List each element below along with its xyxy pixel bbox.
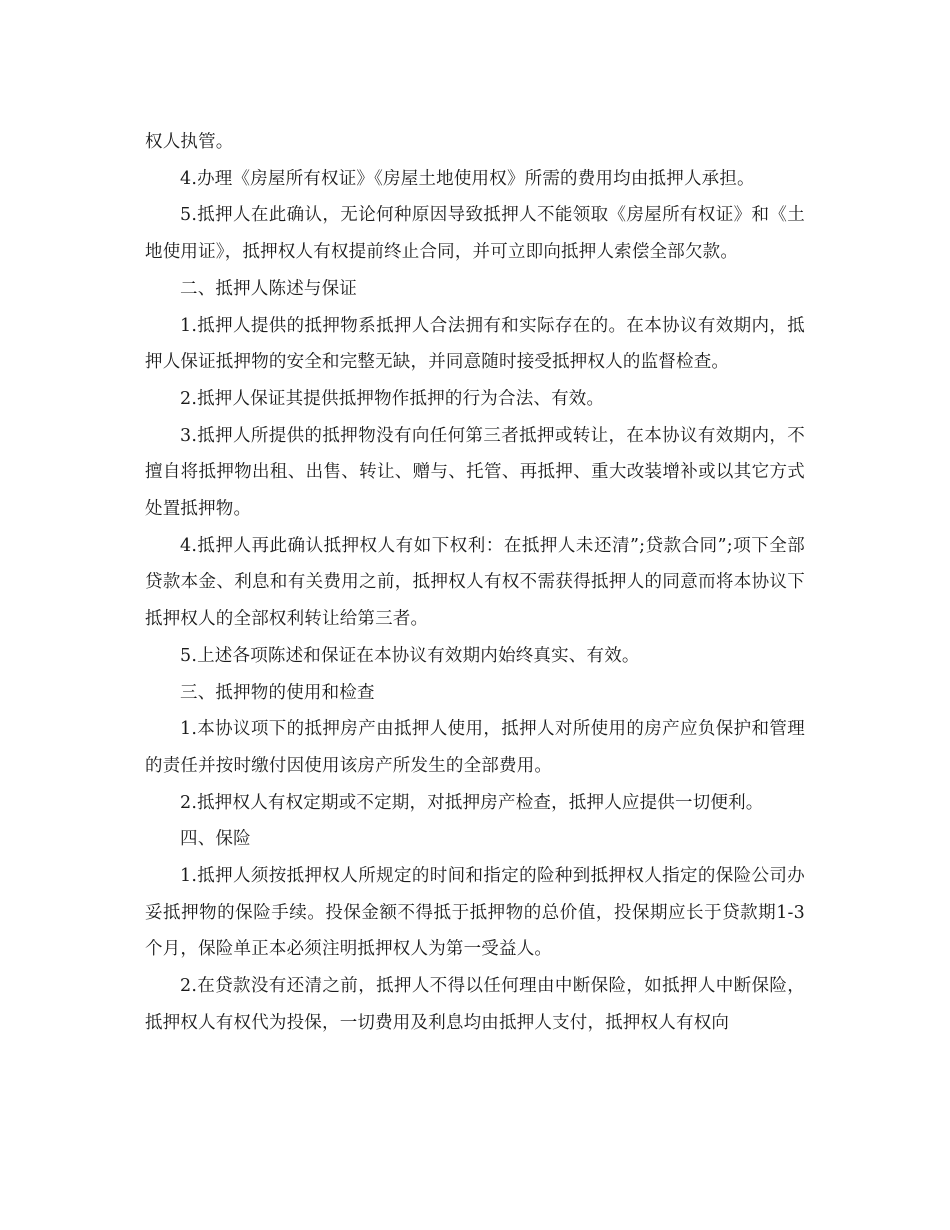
section-heading-3: 三、抵押物的使用和检查 [180,682,375,703]
paragraph-clause-4-certificate-fees: 4.办理《房屋所有权证》《房屋土地使用权》所需的费用均由抵押人承担。 [180,168,755,189]
paragraph-clause-2-2: 2.抵押人保证其提供抵押物作抵押的行为合法、有效。 [180,388,605,409]
paragraph-clause-4-2: 2.在贷款没有还清之前，抵押人不得以任何理由中断保险，如抵押人中断保险，抵押权人有权代为投保，一切费用及利息均由抵押人支付，抵押权人有权向 [145,976,805,1033]
paragraph-clause-4-1: 1.抵押人须按抵押权人所规定的时间和指定的险种到抵押权人指定的保险公司办妥抵押物的保险手续。投保金额不得抵于抵押物的总价值，投保期应长于贷款期1-3个月，保险单正本必须注明抵押权人为第一受益人。 [145,866,805,960]
document-body [145,124,805,1042]
paragraph-clause-2-5: 5.上述各项陈述和保证在本协议有效期内始终真实、有效。 [180,645,640,666]
paragraph-continuation: 权人执管。 [145,132,234,152]
paragraph-clause-3-2: 2.抵押权人有权定期或不定期，对抵押房产检查，抵押人应提供一切便利。 [180,792,764,813]
paragraph-clause-5-termination: 5.抵押人在此确认，无论何种原因导致抵押人不能领取《房屋所有权证》和《土地使用证》，抵押权人有权提前终止合同，并可立即向抵押人索偿全部欠款。 [145,205,805,263]
section-heading-2: 二、抵押人陈述与保证 [180,278,357,299]
paragraph-clause-2-4: 4.抵押人再此确认抵押权人有如下权利：在抵押人未还清”;贷款合同”;项下全部贷款本金、利息和有关费用之前，抵押权人有权不需获得抵押人的同意而将本协议下抵押权人的全部权利转让给第三者。 [145,535,805,630]
paragraph-clause-3-1: 1.本协议项下的抵押房产由抵押人使用，抵押人对所使用的房产应负保护和管理的责任并按时缴付因使用该房产所发生的全部费用。 [145,719,805,776]
section-heading-4: 四、保险 [180,829,251,850]
paragraph-clause-2-3: 3.抵押人所提供的抵押物没有向任何第三者抵押或转让，在本协议有效期内，不擅自将抵押物出租、出售、转让、赠与、托管、再抵押、重大改装增补或以其它方式处置抵押物。 [145,425,805,520]
paragraph-clause-2-1: 1.抵押人提供的抵押物系抵押人合法拥有和实际存在的。在本协议有效期内，抵押人保证抵押物的安全和完整无缺，并同意随时接受抵押权人的监督检查。 [145,315,805,373]
